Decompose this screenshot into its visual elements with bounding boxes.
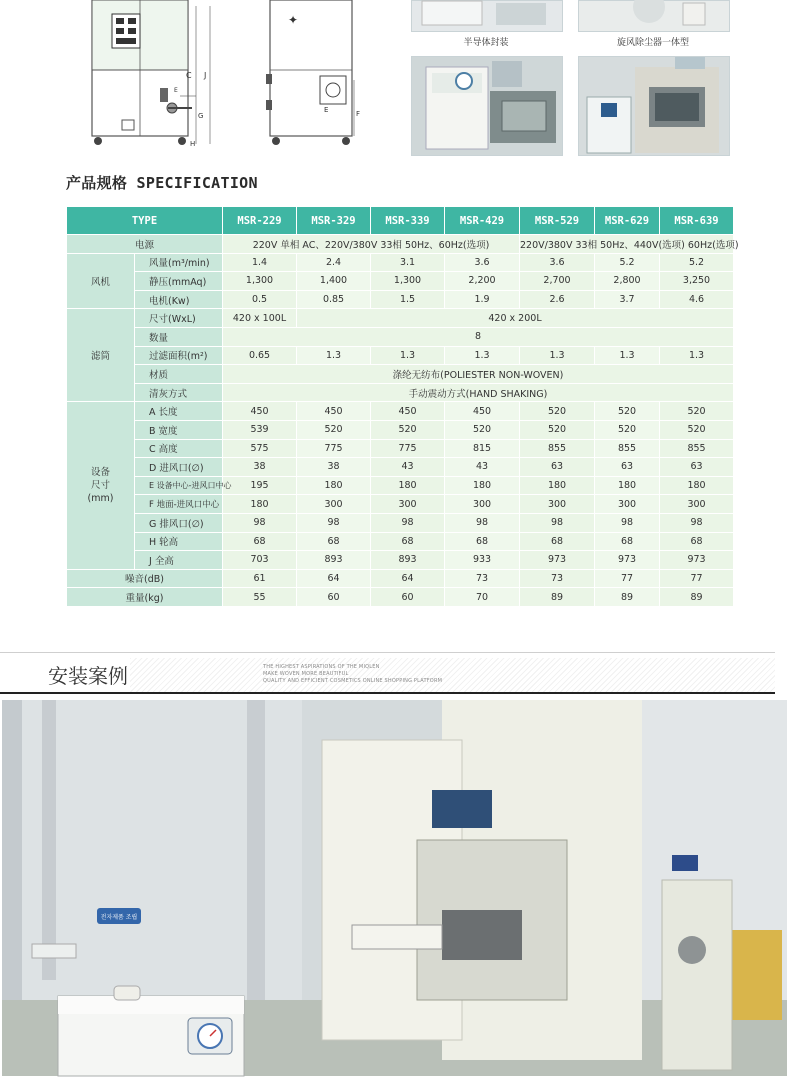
cell: 68 [520,532,595,551]
table-row [67,402,734,421]
group-dims-line-1: 设备 [90,467,110,479]
cell: 60 [297,588,371,607]
cell: 98 [445,513,520,532]
cell: 893 [371,551,445,570]
power-value-right: 220V/380V 33相 50Hz、440V(选项) 60Hz(选项) [520,235,734,254]
cell: 98 [520,513,595,532]
cell: 68 [445,532,520,551]
cell: 539 [223,420,297,439]
row-label: 电源 [67,235,223,254]
cell: 98 [595,513,660,532]
cell: 520 [297,420,371,439]
dim-label-g: G [198,112,204,120]
spec-heading: 产品规格 SPECIFICATION [66,174,258,192]
table-row [67,420,734,439]
install-bottom-rule [0,692,775,694]
cell: 180 [223,495,297,514]
cell: 60 [371,588,445,607]
table-row [67,551,734,570]
photo-caption-semiconductor: 半导体封装 [463,38,509,48]
cell: 63 [520,458,595,477]
cell: 973 [660,551,734,570]
table-row [67,253,734,272]
cell: 43 [445,458,520,477]
photo-semiconductor [411,0,563,32]
cell: 68 [660,532,734,551]
cell: 195 [223,476,297,495]
cell: 300 [660,495,734,514]
cell: 180 [445,476,520,495]
cell: 73 [445,569,520,588]
cell: 38 [223,458,297,477]
row-label: D 进风口(∅) [135,458,223,477]
cell: 180 [660,476,734,495]
side-view-drawing [262,0,372,160]
row-label: H 轮高 [135,532,223,551]
power-value-left: 220V 单相 AC、220V/380V 33相 50Hz、60Hz(选项) [223,235,520,254]
dim-label-h: H [190,140,196,148]
cell: 70 [445,588,520,607]
cell: 933 [445,551,520,570]
row-label: 过滤面积(m²) [135,346,223,365]
cell: 43 [371,458,445,477]
cell: 180 [520,476,595,495]
group-fan: 风机 [67,253,135,309]
row-label: 噪音(dB) [67,569,223,588]
cell: 973 [595,551,660,570]
row-label: 材质 [135,365,223,384]
table-row [67,458,734,477]
cell: 63 [660,458,734,477]
cell: 520 [595,402,660,421]
install-sub-line-2: MAKE WOVEN MORE BEAUTIFUL [263,671,349,677]
cell: 180 [297,476,371,495]
cell: 1.3 [595,346,660,365]
cell: 0.5 [223,290,297,309]
cell: 855 [595,439,660,458]
cell: 2,800 [595,272,660,291]
row-label: G 排风口(∅) [135,513,223,532]
group-filter: 滤筒 [67,309,135,402]
cell: 98 [223,513,297,532]
model-header: MSR-529 [520,207,595,235]
cell: 1,300 [371,272,445,291]
model-header: MSR-429 [445,207,520,235]
cell: 300 [297,495,371,514]
cell: 68 [371,532,445,551]
cell: 涤纶无纺布(POLIESTER NON-WOVEN) [223,365,734,384]
cell: 1.4 [223,253,297,272]
cell: 手动震动方式(HAND SHAKING) [223,383,734,402]
cell: 1,400 [297,272,371,291]
table-row [67,513,734,532]
cell: 575 [223,439,297,458]
table-row [67,309,734,328]
cell: 3.1 [371,253,445,272]
table-row [67,290,734,309]
cell: 855 [660,439,734,458]
cell: 520 [520,420,595,439]
cell: 1.3 [297,346,371,365]
row-label: 尺寸(WxL) [135,309,223,328]
model-header: MSR-639 [660,207,734,235]
install-sub-line-1: THE HIGHEST ASPIRATIONS OF THE MIQLEN [263,664,380,670]
type-header: TYPE [67,207,223,235]
cell: 520 [660,420,734,439]
table-row [67,327,734,346]
row-label: A 长度 [135,402,223,421]
cell: 64 [297,569,371,588]
cell: 5.2 [595,253,660,272]
cell: 180 [595,476,660,495]
row-label: B 宽度 [135,420,223,439]
cell: 1.3 [520,346,595,365]
cell: 98 [660,513,734,532]
cell: 775 [371,439,445,458]
cell: 3.6 [520,253,595,272]
dim-label-c: C [186,71,192,80]
table-row [67,383,734,402]
cell: 61 [223,569,297,588]
cell: 1.3 [371,346,445,365]
cell: 300 [595,495,660,514]
cell: 5.2 [660,253,734,272]
group-dims-line-2: 尺寸 [90,480,110,492]
cell: 89 [520,588,595,607]
dim-label-e-side: E [324,106,329,114]
table-row [67,272,734,291]
table-row [67,532,734,551]
cell: 450 [297,402,371,421]
cell: 450 [371,402,445,421]
cell: 73 [520,569,595,588]
photo-cyclone [578,0,730,32]
install-subtitle [263,664,442,685]
row-label: 数量 [135,327,223,346]
install-sub-line-3: QUALITY AND EFFICIENT COSMETICS ONLINE SHOPPING PLATFORM [263,678,443,684]
star-mark: ✦ [288,13,299,27]
cell: 775 [297,439,371,458]
model-header: MSR-339 [371,207,445,235]
cell: 63 [595,458,660,477]
table-row [67,346,734,365]
cell: 300 [371,495,445,514]
cell: 1.5 [371,290,445,309]
group-dims-line-3: (mm) [87,493,114,505]
row-label: 静压(mmAq) [135,272,223,291]
cell: 68 [223,532,297,551]
dim-label-e: E [174,87,178,94]
cell: 64 [371,569,445,588]
cell: 38 [297,458,371,477]
cell: 520 [520,402,595,421]
cell: 855 [520,439,595,458]
cell: 89 [595,588,660,607]
cell: 450 [223,402,297,421]
row-label: F 地面-进风口中心 [135,495,223,514]
table-row [67,439,734,458]
cell: 68 [297,532,371,551]
cell: 520 [371,420,445,439]
wall-sign-text: 전자제품 조립 [100,914,138,921]
model-header: MSR-629 [595,207,660,235]
table-row [67,365,734,384]
cell: 300 [520,495,595,514]
group-dims [67,402,135,569]
row-label: J 全高 [135,551,223,570]
cell: 815 [445,439,520,458]
table-row-noise [67,569,734,588]
cell: 2.6 [520,290,595,309]
model-header: MSR-329 [297,207,371,235]
photo-caption-cyclone: 旋风除尘器一体型 [616,38,689,48]
dim-label-j: J [204,71,207,80]
table-row-power [67,235,734,254]
table-row [67,495,734,514]
cell: 450 [445,402,520,421]
cell: 77 [660,569,734,588]
cell: 2.4 [297,253,371,272]
cell: 520 [595,420,660,439]
cell: 77 [595,569,660,588]
photo-machine-2 [578,56,730,156]
install-title: 安装案例 [48,664,128,688]
table-row [67,476,734,495]
cell: 3.6 [445,253,520,272]
cell: 4.6 [660,290,734,309]
install-top-rule [0,652,775,653]
cell: 1.3 [660,346,734,365]
cell: 2,200 [445,272,520,291]
installation-photo [2,700,787,1076]
row-label: E 设备中心-进风口中心 [135,476,223,495]
cell: 0.85 [297,290,371,309]
spec-table [66,206,739,607]
cell: 1.3 [445,346,520,365]
cell: 1.9 [445,290,520,309]
cell: 3.7 [595,290,660,309]
cell: 98 [371,513,445,532]
photo-machine-1 [411,56,563,156]
cell: 893 [297,551,371,570]
cell: 300 [445,495,520,514]
model-header: MSR-229 [223,207,297,235]
install-stripe-band [130,658,775,692]
cell: 0.65 [223,346,297,365]
table-header-row [67,207,734,235]
cell: 703 [223,551,297,570]
row-label: 风量(m³/min) [135,253,223,272]
front-view-drawing [84,0,224,160]
cell: 89 [660,588,734,607]
cell: 180 [371,476,445,495]
cell: 520 [445,420,520,439]
cell: 1,300 [223,272,297,291]
row-label: 重量(kg) [67,588,223,607]
cell: 55 [223,588,297,607]
row-label: C 高度 [135,439,223,458]
dim-label-f: F [356,110,361,118]
cell: 520 [660,402,734,421]
cell: 3,250 [660,272,734,291]
cell: 420 x 100L [223,309,297,328]
row-label: 电机(Kw) [135,290,223,309]
table-row-weight [67,588,734,607]
cell: 420 x 200L [297,309,734,328]
cell: 68 [595,532,660,551]
cell: 973 [520,551,595,570]
row-label: 清灰方式 [135,383,223,402]
cell: 2,700 [520,272,595,291]
cell: 8 [223,327,734,346]
cell: 98 [297,513,371,532]
